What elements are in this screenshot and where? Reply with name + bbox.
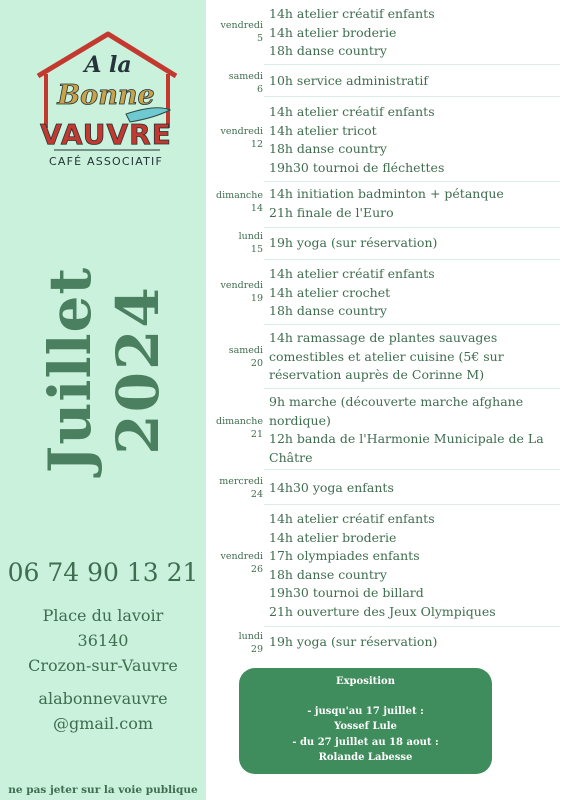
month-year: 2024 [104, 285, 172, 455]
exposition-line: Rolande Labesse [318, 752, 413, 763]
event-item: 14h atelier crochet [269, 284, 391, 300]
event-item: 14h atelier broderie [269, 24, 397, 40]
event-item: 19h30 tournoi de fléchettes [269, 159, 445, 175]
footer-note: ne pas jeter sur la voie publique [8, 784, 198, 796]
event-item: 14h atelier créatif enfants [269, 104, 435, 119]
event-item: 9h marche (découverte marche afghane nordique) [269, 394, 524, 428]
event-item: 14h ramassage de plantes sauvages comestibles et atelier cuisine (5€ sur réservation auprès de Corinne M) [269, 330, 504, 382]
exposition-line: - du 27 juillet au 18 aout : [292, 736, 439, 748]
divider [264, 469, 560, 470]
event-date: 20 [250, 358, 263, 369]
event-date: 12 [250, 139, 263, 150]
event-date: 5 [256, 33, 263, 44]
month-name: Juillet [36, 266, 104, 474]
event-items [269, 103, 559, 177]
logo [30, 28, 180, 173]
divider [264, 324, 560, 325]
event-item: 21h ouverture des Jeux Olympiques [269, 603, 496, 619]
address-line: Place du lavoir [42, 606, 164, 625]
event-date: 29 [250, 644, 263, 655]
address [0, 603, 206, 678]
divider [264, 626, 560, 627]
event-items [269, 72, 559, 91]
event-item: 14h atelier tricot [269, 122, 377, 138]
event-weekday: vendredi [220, 20, 263, 31]
event-items [269, 5, 559, 61]
divider [264, 227, 560, 228]
divider [264, 181, 560, 182]
event-day [206, 19, 263, 45]
exposition-title: Exposition [335, 676, 396, 687]
address-line: 36140 [77, 631, 129, 650]
event-day [206, 344, 263, 370]
event-weekday: dimanche [216, 190, 263, 201]
event-items [269, 393, 559, 467]
event-item: 10h service administratif [269, 73, 429, 88]
event-items [269, 265, 559, 321]
email [0, 686, 206, 736]
spacer [239, 690, 492, 704]
logo-tagline: CAFÉ ASSOCIATIF [48, 155, 164, 168]
event-item: 14h initiation badminton + pétanque [269, 186, 504, 201]
event-items [269, 329, 559, 385]
logo-line3: VAUVRE [40, 118, 172, 151]
event-day [206, 475, 263, 501]
event-item: 21h finale de l'Euro [269, 204, 394, 220]
event-date: 21 [250, 429, 263, 440]
event-weekday: vendredi [220, 551, 263, 562]
exposition-line: Yossef Lule [334, 721, 397, 732]
left-panel [0, 0, 206, 800]
phone-number: 06 74 90 13 21 [7, 558, 199, 587]
divider [264, 96, 560, 97]
event-weekday: lundi [238, 631, 263, 642]
event-item: 19h yoga (sur réservation) [269, 634, 438, 649]
exposition-box [239, 668, 492, 774]
event-weekday: vendredi [220, 126, 263, 137]
event-day [206, 415, 263, 441]
divider [264, 504, 560, 505]
event-date: 26 [250, 564, 263, 575]
event-day [206, 279, 263, 305]
event-items [269, 185, 559, 222]
event-item: 18h danse country [269, 43, 387, 58]
event-item: 17h olympiades enfants [269, 548, 420, 563]
event-date: 24 [250, 489, 263, 500]
divider [264, 388, 560, 389]
event-day [206, 189, 263, 215]
month-title [36, 266, 172, 474]
logo-line1: A la [84, 52, 132, 78]
event-weekday: samedi [228, 345, 263, 356]
exposition-line: - jusqu'au 17 juillet : [307, 705, 424, 717]
event-items [269, 479, 559, 498]
event-date: 19 [250, 293, 263, 304]
event-item: 19h yoga (sur réservation) [269, 235, 438, 250]
event-items [269, 234, 559, 253]
event-day [206, 230, 263, 256]
event-day [206, 125, 263, 151]
event-weekday: dimanche [216, 416, 263, 427]
event-item: 18h danse country [269, 141, 387, 156]
logo-line2: Bonne [57, 80, 155, 111]
event-item: 12h banda de l'Harmonie Municipale de La Châtre [269, 431, 544, 465]
event-item: 14h30 yoga enfants [269, 480, 394, 495]
event-date: 15 [250, 244, 263, 255]
divider [264, 259, 560, 260]
event-item: 14h atelier créatif enfants [269, 6, 435, 21]
event-day [206, 70, 263, 96]
event-date: 14 [250, 203, 263, 214]
divider [264, 64, 560, 65]
event-items [269, 510, 559, 621]
event-weekday: lundi [238, 231, 263, 242]
address-line: Crozon-sur-Vauvre [28, 656, 178, 675]
event-item: 14h atelier broderie [269, 529, 397, 545]
event-day [206, 550, 263, 576]
event-weekday: vendredi [220, 280, 263, 291]
event-item: 14h atelier créatif enfants [269, 266, 435, 281]
event-item: 19h30 tournoi de billard [269, 585, 424, 600]
event-weekday: mercredi [219, 476, 263, 487]
event-item: 18h danse country [269, 303, 387, 318]
event-items [269, 633, 559, 652]
email-line: alabonnevauvre [38, 689, 168, 708]
event-date: 6 [256, 84, 263, 95]
event-item: 14h atelier créatif enfants [269, 511, 435, 526]
email-line: @gmail.com [52, 714, 154, 733]
event-day [206, 630, 263, 656]
event-item: 18h danse country [269, 566, 387, 582]
event-weekday: samedi [228, 71, 263, 82]
